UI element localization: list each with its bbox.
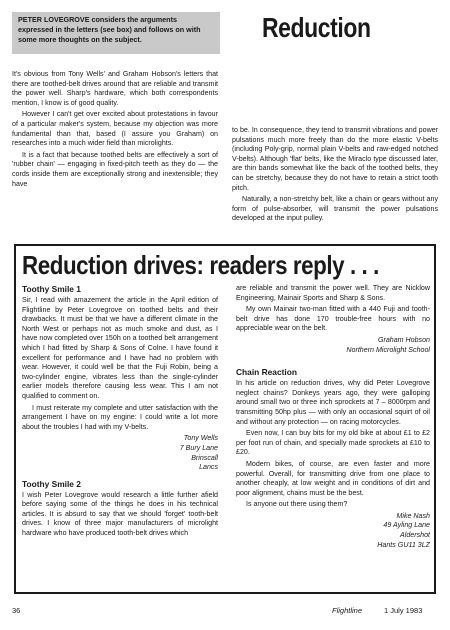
- letter-paragraph: are reliable and transmit the power well. They are Nicklow Engineering, Mainair Sports and Sharp & Sons.: [236, 284, 430, 302]
- article-column-left: [12, 70, 218, 191]
- article-paragraph: However I can't get over excited about protestations in favour of a particular maker's system, because my objection was more fundamental than that, based (I assure you Graham) on researches into a much wider field than microlights.: [12, 110, 218, 148]
- letters-box-title: Reduction drives: readers reply . . .: [22, 250, 379, 280]
- article-paragraph: to be. In consequence, they tend to transmit vibrations and power pulsations much more freely than do the more elastic V-belts (including Poly-grip, normal plain V-belts and raw-edged notched V-belts). Although 'flat' belts, like the Miraclo type discussed later, are thin bands somewhat like the back of the toothed belts, they can be stretchy, because they do not have to retain a strict tooth pitch.: [232, 126, 438, 192]
- letter-heading: Toothy Smile 1: [22, 284, 81, 294]
- letter-paragraph: Modern bikes, of course, are even faster and more powerful. Overall, for transmitting drive from one place to another cheaply, at low weight and in conditions of dirt and poor alignment, chains must be the best.: [236, 459, 430, 497]
- intro-box: [12, 12, 220, 54]
- page-number: 36: [12, 606, 21, 615]
- letter-signature: [236, 336, 430, 355]
- letter-paragraph: I must reiterate my complete and utter satisfaction with the arrangement I have on my engine: I could write a lot more about the troubles I had with my V-belts.: [22, 403, 218, 431]
- letter-paragraph: Is anyone out there using them?: [246, 500, 348, 509]
- intro-text: PETER LOVEGROVE considers the arguments expressed in the letters (see box) and follows on with some more thoughts on the subject.: [18, 15, 201, 44]
- signature-line: 49 Ayling Lane: [383, 521, 430, 530]
- issue-date: 1 July 1983: [384, 606, 423, 615]
- letter-signature: [236, 512, 430, 550]
- signature-line: Graham Hobson: [377, 335, 430, 344]
- letter-paragraph: In his article on reduction drives, why did Peter Lovegrove neglect chains? Donkeys years ago, they were galloping around small two or three inch sprockets at 7 – 8000rpm and transmitting 50hp plus — with only an occasional squirt of oil and without any protection — on racing motorcycles.: [236, 379, 430, 426]
- letter-paragraph: Sir, I read with amazement the article in the April edition of Flightline by Peter Lovegrove on toothed belts and their drawbacks. It must be that we have a different climate in the North West or perhaps not as much smoke and dust, as I have now completed over 150h on a toothed belt arrangement which I had fitted by Sharp & Sons of Colne. I have found it excellent for performance and I have had no problem with wear. However, it could well be that the Fuji Robin, being a two-cylinder engine, vibrates less than the single-cylinder earlier models therefore causing less wear. This I am not qualified to comment on.: [22, 296, 218, 400]
- magazine-name: Flightline: [332, 606, 363, 615]
- letter-paragraph: Even now, I can buy bits for my old bike at about £1 to £2 per foot run of chain, and specially made sprockets at £10 to £20.: [236, 429, 430, 457]
- letter-heading: Chain Reaction: [236, 367, 297, 378]
- article-column-right: [232, 126, 438, 226]
- signature-line: Tony Wells: [183, 434, 218, 443]
- signature-line: Hants GU11 3LZ: [377, 540, 430, 549]
- article-title: Reduction: [262, 12, 371, 43]
- signature-line: Northern Microlight School: [346, 345, 430, 354]
- letter-heading: Toothy Smile 2: [22, 478, 81, 489]
- article-paragraph: Naturally, a non-stretchy belt, like a chain or gears without any form of pulse-absorber, will transmit the power pulsations developed at the input pulley.: [232, 195, 438, 223]
- signature-line: Mike Nash: [396, 511, 430, 520]
- letter-signature: [22, 434, 218, 472]
- article-paragraph: It's obvious from Tony Wells' and Graham Hobson's letters that there are toothed-belt drives around that are reliable and transmit the power well. Sharp's hardware, which both correspondents mention, I know is of good quality.: [12, 70, 218, 107]
- letters-column-right: [236, 284, 430, 550]
- signature-line: 7 Bury Lane: [179, 443, 218, 452]
- article-paragraph: It is a fact that because toothed belts are effectively a sort of 'rubber chain' — engaging in fixed-pitch teeth as they do — the cords inside them are exceptionally strong and inextensible; they have: [12, 150, 218, 188]
- letter-paragraph: My own Mainair two-man fitted with a 440 Fuji and tooth-belt drive has done 170 trouble-free hours with no appreciable wear on the belt.: [236, 305, 430, 333]
- signature-line: Brinscall: [191, 453, 218, 462]
- signature-line: Lancs: [199, 463, 218, 472]
- letter-paragraph: I wish Peter Lovegrove would research a little further afield before saying some of the things he does in his technical articles. It is absurd to say that we should 'forget' tooth-belt drives. I know of three major manufacturers of microlight hardware who have produced tooth-belt drives which: [22, 490, 218, 538]
- letters-column-left: [22, 284, 218, 541]
- signature-line: Aldershot: [400, 531, 430, 540]
